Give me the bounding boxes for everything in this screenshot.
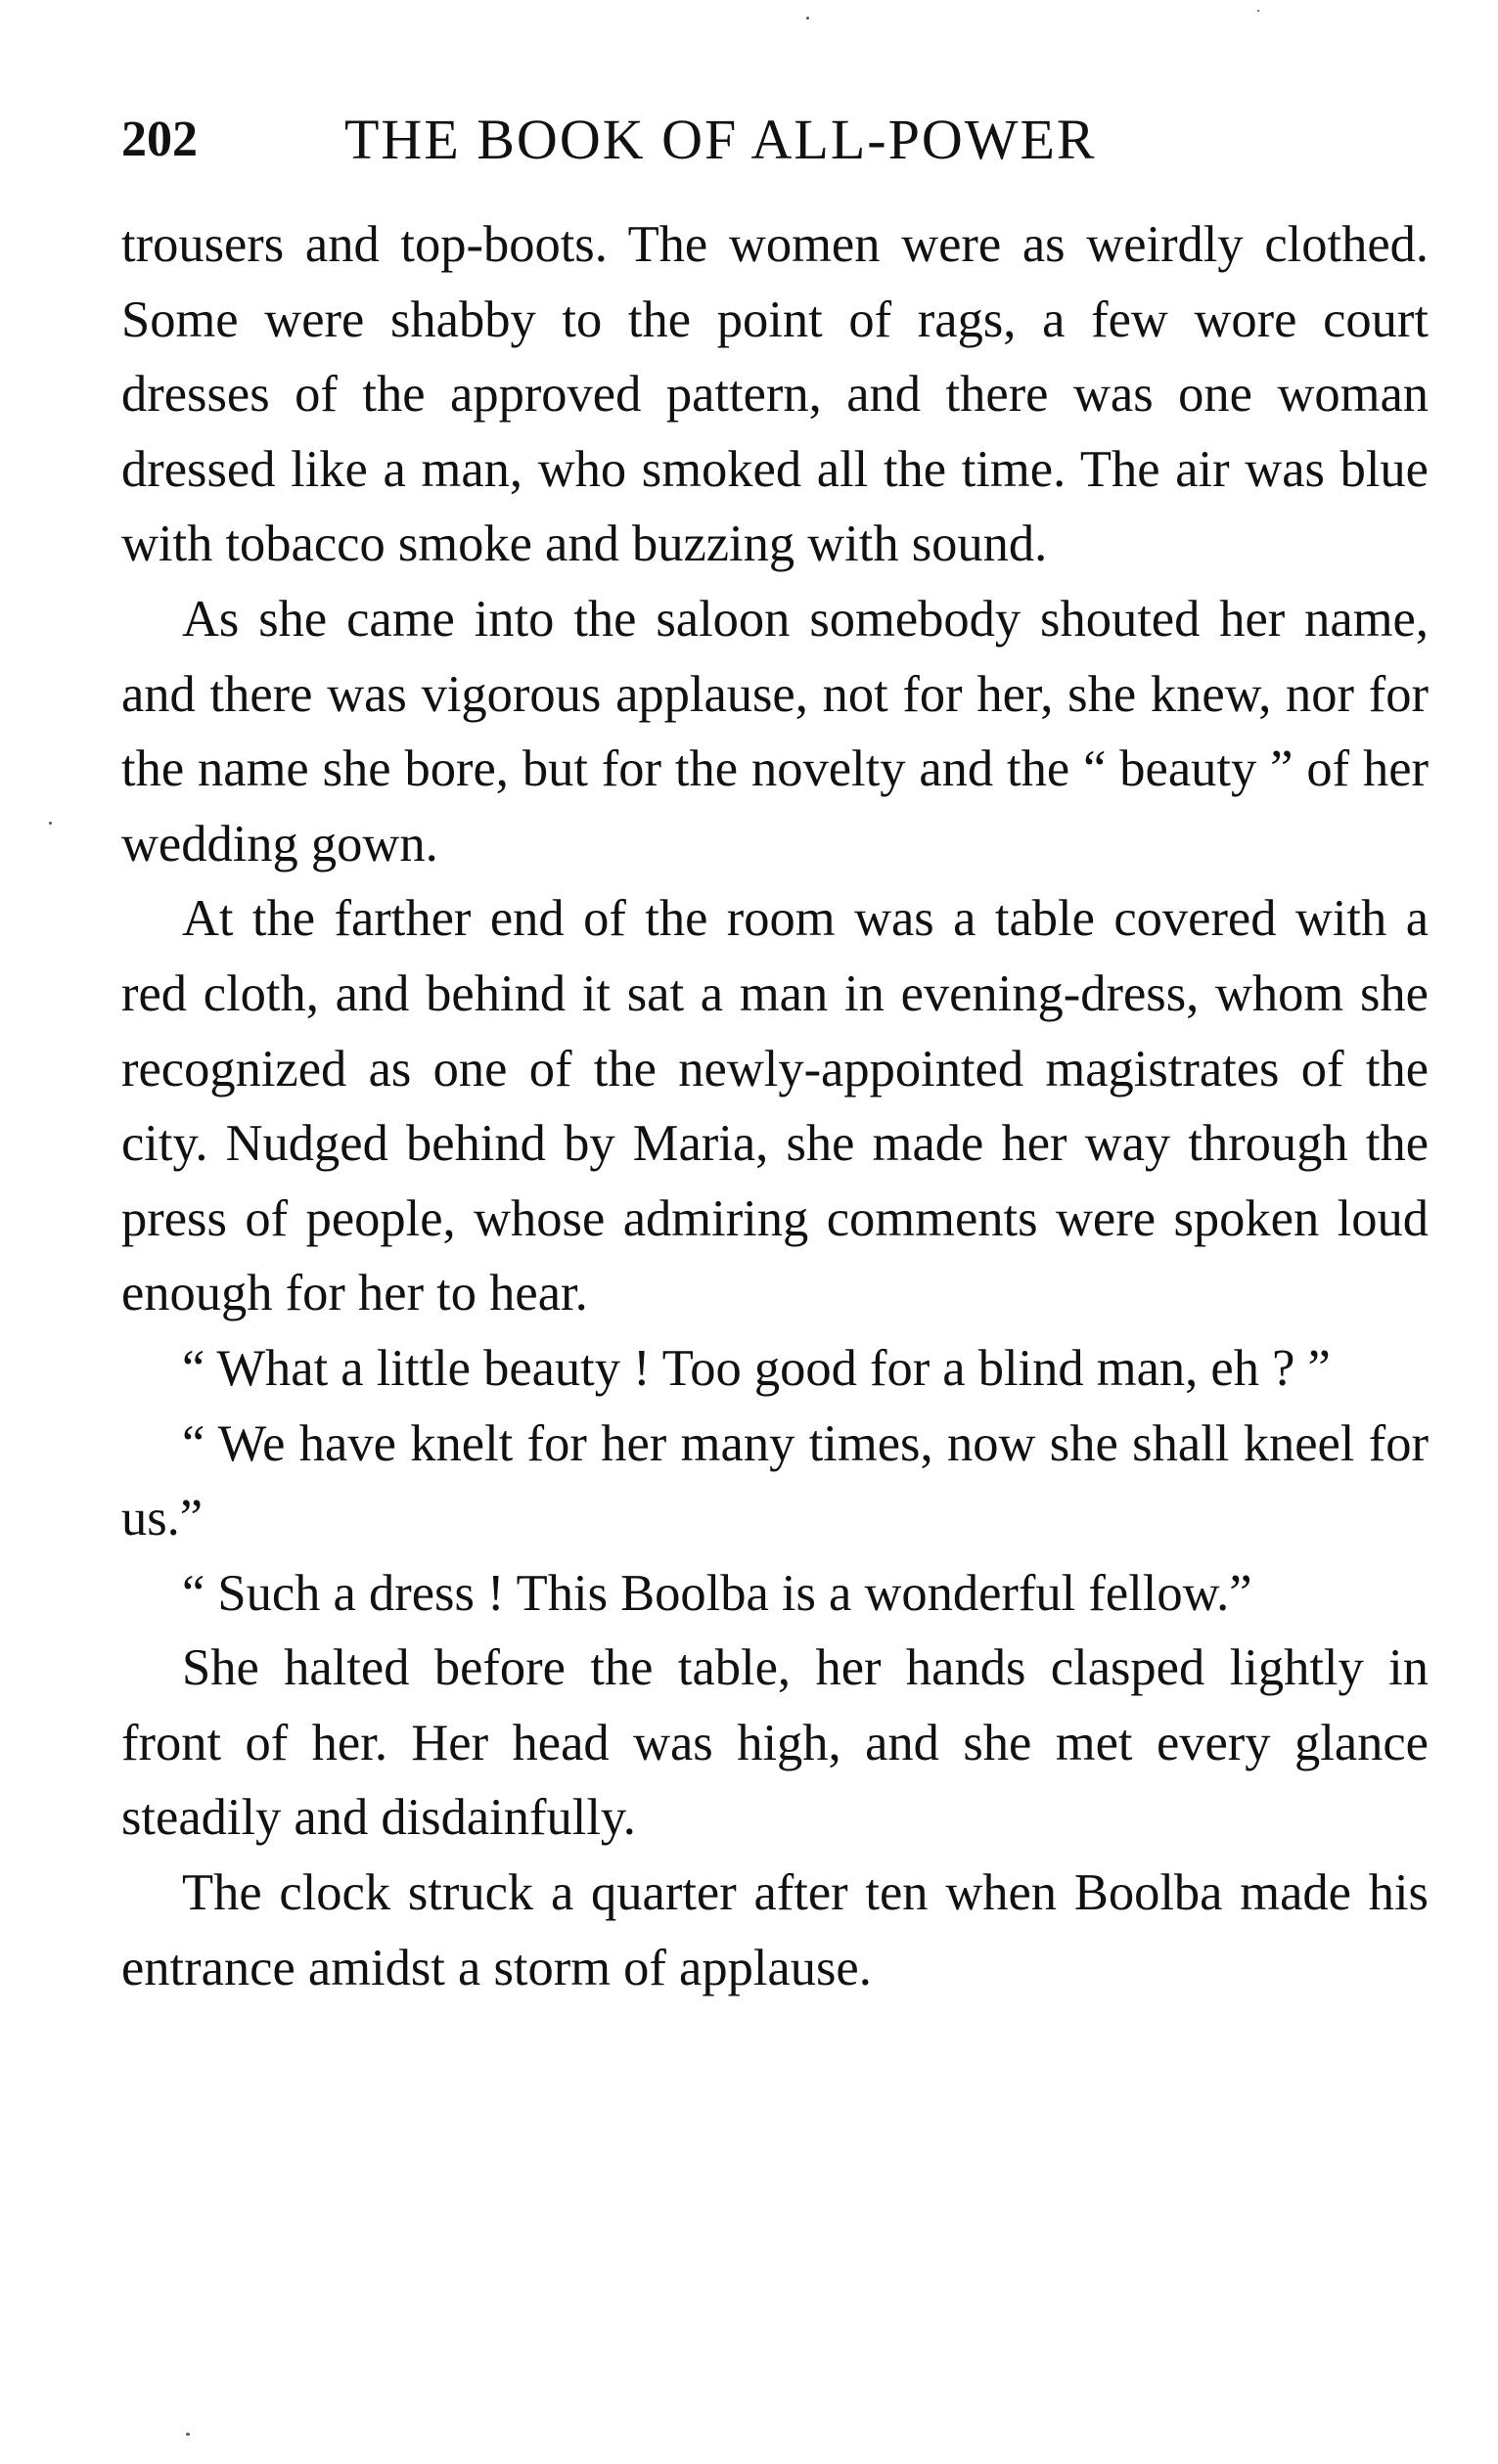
paragraph-2: As she came into the saloon somebody shouted her name, and there was vigorous applause, not for her, she knew, nor for the name she bore, but for the novelty and the “ beauty ” of her wedding gown.	[121, 590, 1429, 873]
page-number: 202	[121, 112, 198, 167]
scan-speck	[1257, 10, 1259, 12]
body-text	[121, 207, 1429, 2005]
scan-speck	[186, 2433, 190, 2436]
scan-speck	[806, 17, 809, 20]
paragraph-4: “ What a little beauty ! Too good for a blind man, eh ? ”	[182, 1339, 1331, 1397]
paragraph-5: “ We have knelt for her many times, now she shall kneel for us.”	[121, 1414, 1429, 1547]
paragraph-7: She halted before the table, her hands clasped lightly in front of her. Her head was high, and she met every glance steadily and disdainfully.	[121, 1639, 1429, 1847]
running-head	[121, 106, 1429, 174]
paragraph-3: At the farther end of the room was a table covered with a red cloth, and behind it sat a man in evening-dress, whom she recognized as one of the newly-appointed magistrates of the city. Nudged behind by Maria, she made her way through the press of people, whose admiring comments were spoken loud enough for her to hear.	[121, 890, 1429, 1322]
paragraph-8: The clock struck a quarter after ten when Boolba made his entrance amidst a storm of applause.	[121, 1864, 1429, 1996]
paragraph-6: “ Such a dress ! This Boolba is a wonderful fellow.”	[182, 1564, 1252, 1622]
book-title: THE BOOK OF ALL-POWER	[344, 108, 1097, 171]
scan-speck	[49, 822, 52, 825]
paragraph-1: trousers and top-boots. The women were as weirdly clothed. Some were shabby to the point of rags, a few wore court dresses of the approved pattern, and there was one woman dressed like a man, who smoked all the time. The air was blue with tobacco smoke and buzzing with sound.	[121, 216, 1429, 573]
